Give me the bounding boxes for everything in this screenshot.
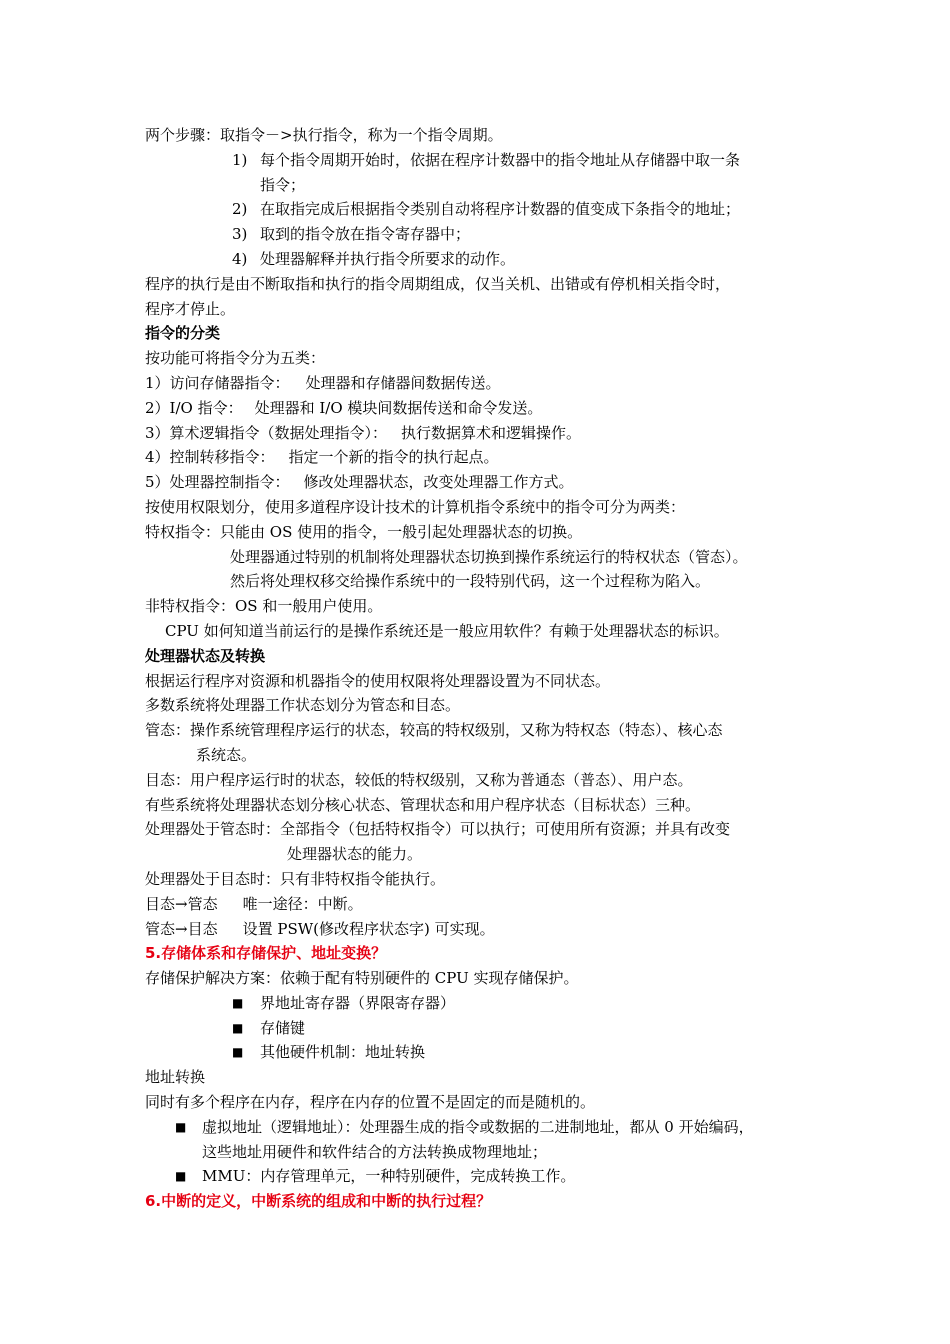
state-text: 多数系统将处理器工作状态划分为管态和目态。 [145, 696, 461, 715]
class-item: 4）控制转移指令： 指定一个新的指令的执行起点。 [145, 448, 499, 467]
storage-protection-intro: 存储保护解决方案：依赖于配有特别硬件的 CPU 实现存储保护。 [145, 969, 579, 988]
bullet-square-icon: ■ [175, 1119, 187, 1134]
class-item: 2）I/O 指令： 处理器和 I/O 模块间数据传送和命令发送。 [145, 398, 543, 417]
step-item-continued: 指令； [260, 175, 306, 194]
bullet-square-icon: ■ [232, 995, 244, 1010]
execution-paragraph-continued: 程序才停止。 [145, 299, 236, 318]
storage-bullet-item: ■ 存储键 [145, 1016, 825, 1041]
bullet-square-icon: ■ [232, 1045, 244, 1060]
heading-processor-state: 处理器状态及转换 [145, 646, 266, 665]
transition-user-to-kernel: 目态→管态 唯一途径：中断。 [145, 894, 363, 913]
heading-instruction-classification: 指令的分类 [145, 324, 221, 343]
address-translation-intro: 同时有多个程序在内存，程序在内存的位置不是固定的而是随机的。 [145, 1093, 596, 1112]
storage-bullet-item: ■ 其他硬件机制：地址转换 [145, 1040, 825, 1065]
transition-kernel-to-user: 管态→目态 设置 PSW(修改程序状态字) 可实现。 [145, 919, 495, 938]
execution-paragraph: 程序的执行是由不断取指和执行的指令周期组成，仅当关机、出错或有停机相关指令时， [145, 274, 731, 293]
step-item: 1) 每个指令周期开始时，依据在程序计数器中的指令地址从存储器中取一条 [145, 148, 825, 173]
step-item: 3) 取到的指令放在指令寄存器中； [145, 222, 825, 247]
address-translation-title: 地址转换 [145, 1068, 206, 1087]
instruction-cycle-intro: 两个步骤：取指令－>执行指令，称为一个指令周期。 [145, 126, 503, 144]
address-bullet-item-continued: 这些地址用硬件和软件结合的方法转换成物理地址； [202, 1142, 548, 1161]
step-number: 2) [232, 200, 248, 219]
cpu-question: CPU 如何知道当前运行的是操作系统还是一般应用软件？有赖于处理器状态的标识。 [165, 621, 729, 640]
address-bullet-item: ■ MMU：内存管理单元，一种特别硬件，完成转换工作。 [145, 1164, 825, 1189]
heading-interrupt: 6.中断的定义，中断系统的组成和中断的执行过程？ [145, 1192, 492, 1211]
privileged-detail: 处理器通过特别的机制将处理器状态切换到操作系统运行的特权状态（管态）。 [230, 547, 748, 566]
step-number: 4) [232, 249, 248, 268]
privilege-intro: 按使用权限划分，使用多道程序设计技术的计算机指令系统中的指令可分为两类： [145, 497, 686, 516]
class-item: 3）算术逻辑指令（数据处理指令）： 执行数据算术和逻辑操作。 [145, 423, 582, 442]
privileged-instruction: 特权指令：只能由 OS 使用的指令，一般引起处理器状态的切换。 [145, 522, 583, 541]
nonprivileged-instruction: 非特权指令：OS 和一般用户使用。 [145, 597, 383, 616]
class-item: 1）访问存储器指令： 处理器和存储器间数据传送。 [145, 373, 501, 392]
step-item: 4) 处理器解释并执行指令所要求的动作。 [145, 247, 825, 272]
bullet-square-icon: ■ [232, 1020, 244, 1035]
heading-storage-protection: 5.存储体系和存储保护、地址变换？ [145, 944, 387, 963]
bullet-square-icon: ■ [175, 1169, 187, 1184]
privileged-detail: 然后将处理权移交给操作系统中的一段特别代码，这一个过程称为陷入。 [230, 572, 711, 591]
step-list [145, 148, 825, 272]
storage-bullet-item: ■ 界地址寄存器（界限寄存器） [145, 991, 825, 1016]
in-user-mode-text: 处理器处于目态时：只有非特权指令能执行。 [145, 869, 446, 888]
in-kernel-mode-text: 处理器处于管态时：全部指令（包括特权指令）可以执行；可使用所有资源；并具有改变 [145, 820, 731, 839]
document-body [145, 123, 825, 1214]
kernel-mode-text-continued: 系统态。 [196, 745, 257, 764]
state-text: 根据运行程序对资源和机器指令的使用权限将处理器设置为不同状态。 [145, 671, 611, 690]
user-mode-text: 目态：用户程序运行时的状态，较低的特权级别，又称为普通态（普态）、用户态。 [145, 770, 693, 789]
classification-intro: 按功能可将指令分为五类： [145, 349, 326, 368]
step-number: 3) [232, 225, 248, 244]
kernel-mode-text: 管态：操作系统管理程序运行的状态，较高的特权级别，又称为特权态（特态）、核心态 [145, 721, 723, 740]
step-item: 2) 在取指完成后根据指令类别自动将程序计数器的值变成下条指令的地址； [145, 197, 825, 222]
address-bullet-item: ■ 虚拟地址（逻辑地址）：处理器生成的指令或数据的二进制地址，都从 0 开始编码， [145, 1115, 825, 1140]
step-number: 1) [232, 150, 248, 169]
three-state-text: 有些系统将处理器状态划分核心状态、管理状态和用户程序状态（目标状态）三种。 [145, 795, 701, 814]
class-item: 5）处理器控制指令： 修改处理器状态，改变处理器工作方式。 [145, 473, 574, 492]
in-kernel-mode-text-continued: 处理器状态的能力。 [287, 845, 423, 864]
